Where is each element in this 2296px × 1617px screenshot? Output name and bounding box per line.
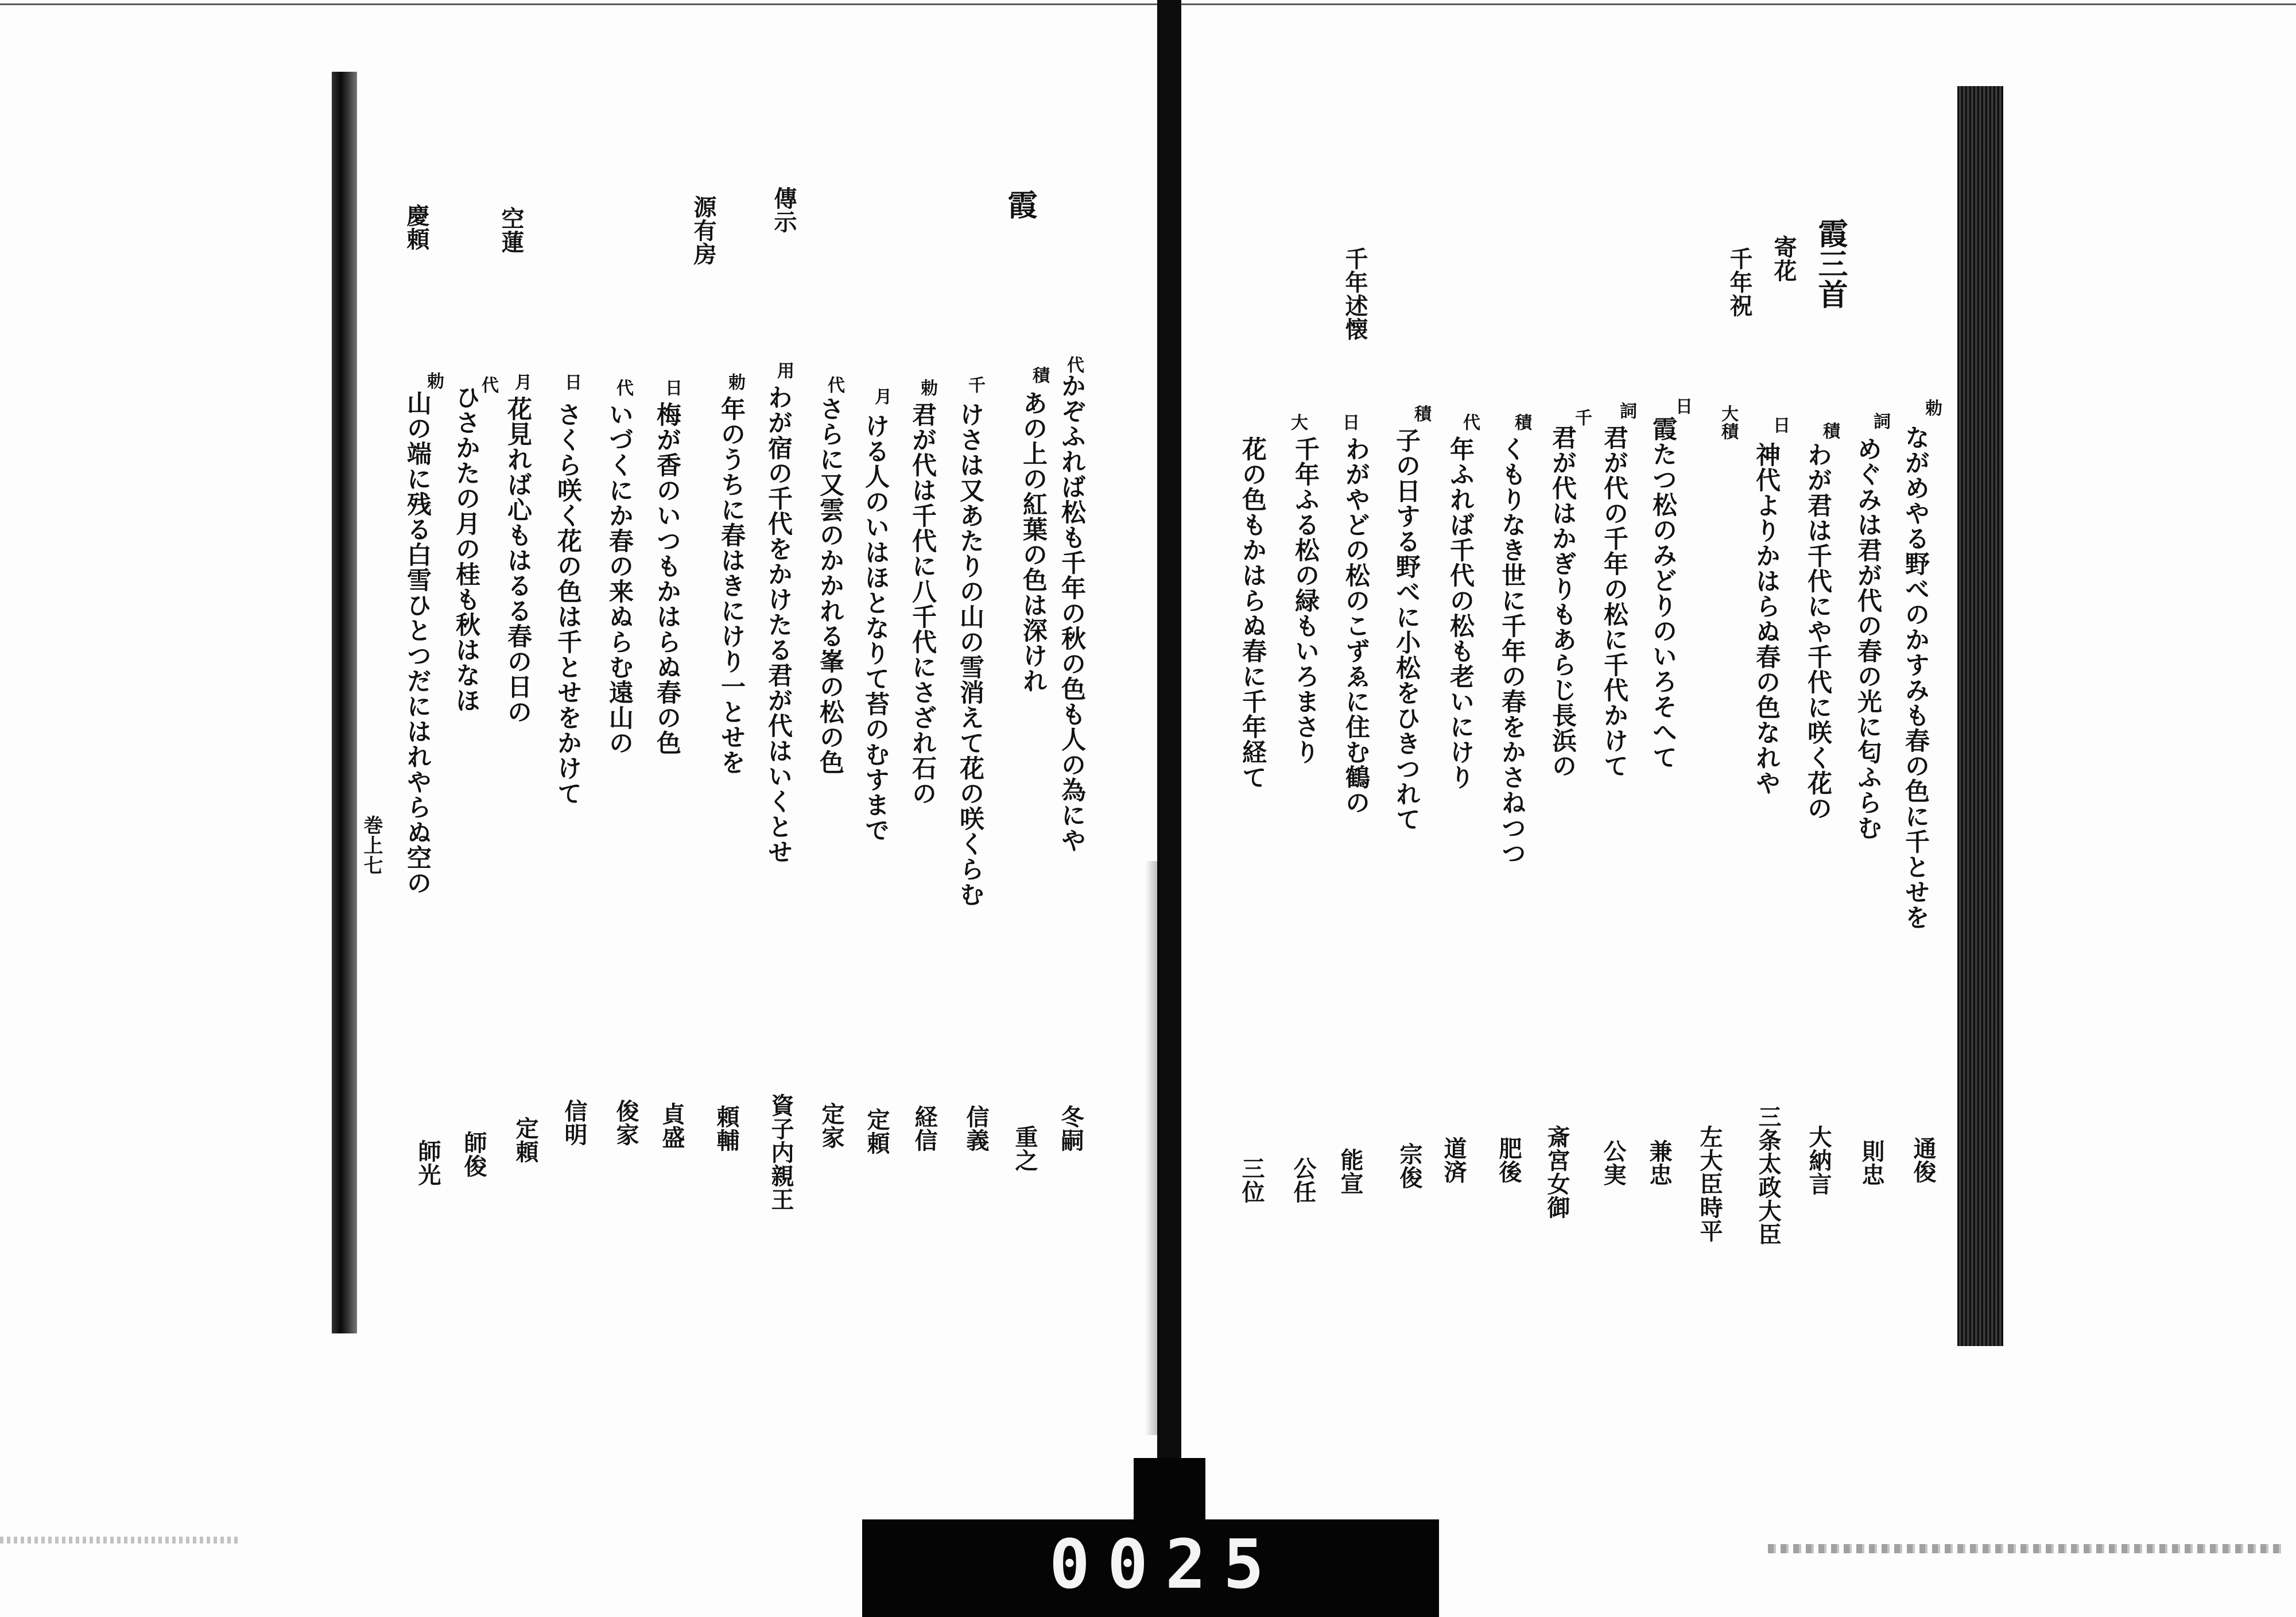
poet-name: 経信 [911,1105,938,1152]
margin-mark: 日 [561,373,581,391]
poet-name: 則忠 [1858,1139,1885,1186]
margin-mark: 積 [1029,366,1049,384]
margin-mark: 積 [1820,422,1840,440]
poem-line: 君が代はかぎりもあらじ長浜の [1548,425,1577,778]
poet-name: 能宣 [1337,1148,1364,1195]
margin-mark: 代 [824,376,844,394]
margin-mark: 日 [1770,416,1790,434]
book-gutter [1157,0,1181,1556]
margin-mark: 代 [1064,356,1084,374]
poet-name: 肥後 [1495,1137,1522,1184]
margin-mark: 千 [1572,409,1592,426]
poem-line: 霞たつ松のみどりのいろそへて [1649,416,1677,770]
poem-line: ながめやる野べのかすみも春の色に千とせを [1901,425,1930,930]
poet-name: 兼忠 [1646,1139,1673,1186]
poem-line: 年ふれば千代の松も老いにけり [1446,436,1475,790]
margin-mark: 代 [1460,413,1480,431]
margin-mark: 大積 [1718,405,1738,440]
margin-mark: 日 [1672,397,1692,415]
poem-line: 千年ふる松の緑もいろまさり [1291,436,1320,765]
poem-line: さくら咲く花の色は千とせをかけて [553,402,582,806]
poem-line: わが君は千代にや千代に咲く花の [1804,442,1832,821]
poem-line: 花見れば心もはるる春の日の [503,396,532,724]
frame-number: 0025 [1049,1525,1282,1604]
poet-name: 貞盛 [658,1102,685,1149]
poet-name: 信明 [561,1099,588,1146]
left-book-edge [332,72,357,1333]
header-author: 傳示 [770,187,797,234]
gutter-shadow [1145,861,1158,1435]
poem-line: けさは又あたりの山の雪消えて花の咲くらむ [956,402,984,907]
poet-name: 冬嗣 [1057,1105,1084,1152]
margin-mark: 代 [478,376,498,394]
poet-name: 道済 [1440,1137,1467,1184]
poem-line: さらに又雲のかかれる峯の松の色 [816,396,844,775]
poet-name: 斎宮女御 [1543,1125,1570,1219]
poet-name: 定頼 [863,1108,890,1155]
header-author: 空蓮 [498,207,525,254]
poet-name: 信義 [963,1105,990,1152]
section-header: 霞三首 [1813,218,1848,309]
poet-name: 宗俊 [1396,1142,1423,1189]
poem-line: 梅が香のいつもかはらぬ春の色 [653,402,681,755]
margin-mark: 詞 [1870,412,1890,430]
margin-mark: 日 [1339,413,1359,431]
margin-mark: 詞 [1616,402,1636,420]
folio: 巻上七 [360,815,383,875]
right-book-edge [1957,86,2003,1346]
margin-mark: 用 [774,362,794,379]
poet-name: 資子内親王 [767,1093,794,1211]
poet-name: 重之 [1011,1125,1038,1172]
poem-line: 山の端に残る白雪ひとつだにはれやらぬ空の [403,390,432,895]
scan-smudge [1768,1544,2285,1553]
margin-mark: 積 [1411,405,1431,422]
margin-mark: 勅 [917,379,937,397]
poem-line: ける人のいはほとなりて苔のむすまで [861,413,890,843]
poet-name: 師俊 [460,1131,487,1178]
poet-name: 大納言 [1805,1125,1832,1196]
poem-line: いづくにか春の来ぬらむ遠山の [605,402,634,755]
poem-line: 子の日する野べに小松をひきつれて [1392,428,1421,832]
header-author: 源有房 [690,195,717,266]
poem-line: わが宿の千代をかけたる君が代はいくとせ [764,385,793,864]
poem-line: あの上の紅葉の色は深けれ [1019,390,1048,693]
margin-mark: 日 [662,379,682,397]
section-header: 千年祝 [1726,247,1753,317]
margin-mark: 勅 [725,373,745,391]
header-author: 慶頼 [403,204,430,251]
poet-name: 定頼 [512,1116,539,1164]
margin-mark: 千 [965,376,985,394]
poet-name: 公実 [1600,1139,1627,1186]
margin-mark: 積 [1511,413,1531,431]
section-header: 千年述懐 [1341,247,1368,341]
poem-line: 花の色もかはらぬ春に千年経て [1238,436,1267,790]
poem-line: 神代よりかはらぬ春の色なれや [1752,442,1781,796]
poem-line: ひさかたの月の桂も秋はなほ [452,385,480,713]
poem-line: めぐみは君が代の春の光に匂ふらむ [1853,436,1882,840]
poem-line: くもりなき世に千年の春をかさねつつ [1498,436,1526,866]
margin-mark: 月 [511,373,532,391]
scan-smudge [0,1537,241,1544]
poet-name: 三条太政大臣 [1755,1105,1782,1246]
poet-name: 師光 [414,1139,441,1186]
poem-line: 君が代は千代に八千代にさざれ石の [908,402,937,806]
margin-mark: 勅 [424,372,444,390]
margin-mark: 大 [1287,413,1308,431]
poet-name: 公任 [1290,1157,1317,1204]
film-tab [1134,1458,1205,1521]
poet-name: 左大臣時平 [1696,1125,1723,1243]
poet-name: 俊家 [612,1099,639,1146]
poet-name: 頼輔 [713,1105,740,1152]
section-header: 寄花 [1770,235,1797,282]
poem-line: かぞふれば松も千年の秋の色も人の為にや [1057,373,1086,853]
poem-line: 年のうちに春はきにけり一とせを [717,396,746,775]
poem-line: 君が代の千年の松に千代かけて [1600,425,1628,778]
poem-line: わがやどの松のこずゑに住む鶴の [1341,436,1370,815]
top-rule [0,3,2296,5]
margin-mark: 勅 [1922,399,1942,417]
poet-name: 三位 [1238,1157,1265,1204]
margin-mark: 月 [871,387,891,405]
poet-name: 通俊 [1910,1137,1937,1184]
margin-mark: 代 [613,379,633,397]
left-page-heading: 霞 [1002,189,1037,220]
poet-name: 定家 [818,1102,845,1149]
